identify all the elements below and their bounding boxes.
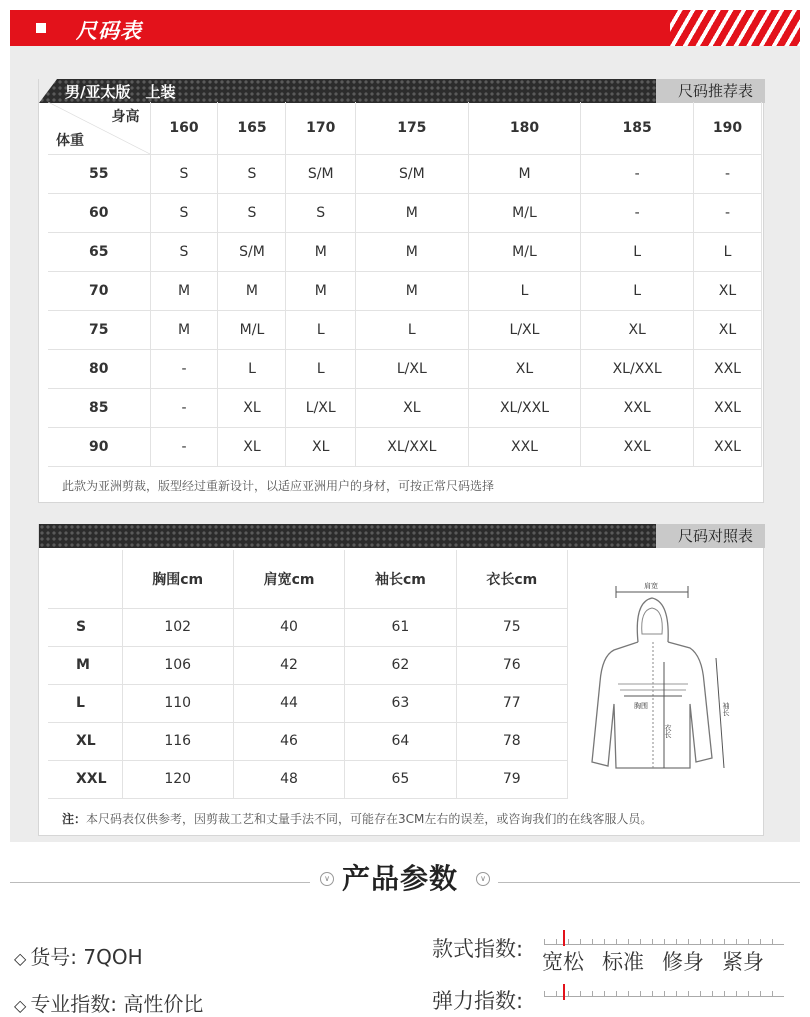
style-scale-labels: 宽松 标准 修身 紧身: [542, 950, 764, 974]
weight-cell: 90: [48, 428, 150, 467]
size-cell: XL: [218, 428, 286, 467]
size-cell: XXL: [581, 428, 694, 467]
measurement-cell: 64: [345, 722, 456, 760]
table-row: [48, 194, 762, 233]
weight-cell: 60: [48, 194, 150, 233]
table-row: [48, 233, 762, 272]
style-index-scale: [544, 939, 784, 945]
size-cell: S/M: [356, 155, 469, 194]
elastic-index-scale: [544, 991, 784, 997]
measurement-cell: 46: [233, 722, 344, 760]
diamond-icon: ◇: [14, 949, 27, 968]
table-header-row: [48, 102, 762, 155]
measurement-cell: 44: [233, 684, 344, 722]
measurement-cell: 116: [122, 722, 233, 760]
elastic-index-label: 弹力指数:: [432, 989, 524, 1013]
square-bullet-icon: [36, 23, 46, 33]
weight-cell: 55: [48, 155, 150, 194]
size-chart-header: [10, 10, 800, 46]
size-cell: S: [150, 194, 218, 233]
size-cell: XL: [693, 272, 761, 311]
jacket-measurement-diagram: [578, 572, 748, 784]
page-title: 尺码表: [76, 19, 142, 43]
size-cell: XL/XXL: [581, 350, 694, 389]
size-cell: L/XL: [356, 350, 469, 389]
measurement-cell: 78: [456, 722, 567, 760]
size-cell: M: [356, 233, 469, 272]
size-recommend-table: [48, 102, 762, 467]
empty-corner-cell: [48, 550, 122, 608]
height-header: 185: [581, 102, 694, 155]
measurement-cell: 77: [456, 684, 567, 722]
size-cell: XL: [218, 389, 286, 428]
size-cell: L: [468, 272, 581, 311]
panel-header: [39, 79, 765, 103]
item-spec: ◇ 专业指数: 高性价比: [14, 992, 204, 1016]
size-label-cell: L: [48, 684, 122, 722]
table-row: [48, 311, 762, 350]
divider-right: [498, 882, 800, 883]
diagram-chest-label: 胸围: [634, 702, 648, 710]
measurement-cell: 62: [345, 646, 456, 684]
table-row: [48, 608, 568, 646]
size-cell: -: [150, 350, 218, 389]
measurement-cell: 120: [122, 760, 233, 798]
size-cell: XL: [356, 389, 469, 428]
measurement-cell: 65: [345, 760, 456, 798]
elastic-index-marker: [563, 984, 565, 1000]
size-cell: XXL: [581, 389, 694, 428]
size-cell: L: [693, 233, 761, 272]
size-cell: M: [356, 272, 469, 311]
panel-right-label: 尺码推荐表: [656, 79, 765, 103]
height-header: 160: [150, 102, 218, 155]
measurement-cell: 76: [456, 646, 567, 684]
size-cell: S: [218, 194, 286, 233]
recommend-note: 此款为亚洲剪裁，版型经过重新设计，以适应亚洲用户的身材，可按正常尺码选择: [62, 479, 495, 493]
weight-cell: 65: [48, 233, 150, 272]
size-cell: M: [286, 272, 356, 311]
size-cell: M: [356, 194, 469, 233]
column-header: 肩宽cm: [233, 550, 344, 608]
table-row: [48, 428, 762, 467]
size-label-cell: S: [48, 608, 122, 646]
measurement-cell: 40: [233, 608, 344, 646]
size-cell: M: [150, 272, 218, 311]
size-cell: M: [218, 272, 286, 311]
measurement-cell: 61: [345, 608, 456, 646]
size-cell: XL: [286, 428, 356, 467]
weight-cell: 85: [48, 389, 150, 428]
diamond-icon: ◇: [14, 996, 27, 1015]
size-cell: L: [286, 350, 356, 389]
height-label: 身高: [111, 109, 140, 125]
size-cell: XXL: [693, 350, 761, 389]
size-label-cell: XL: [48, 722, 122, 760]
panel-left-label: 男/亚太版 上装: [65, 83, 176, 101]
size-cell: L: [356, 311, 469, 350]
measurement-cell: 75: [456, 608, 567, 646]
height-header: 170: [286, 102, 356, 155]
table-row: [48, 389, 762, 428]
size-cell: M/L: [468, 194, 581, 233]
table-row: [48, 684, 568, 722]
height-header: 190: [693, 102, 761, 155]
size-cell: XL: [693, 311, 761, 350]
measurement-cell: 48: [233, 760, 344, 798]
table-row: [48, 646, 568, 684]
weight-cell: 80: [48, 350, 150, 389]
size-cell: L/XL: [286, 389, 356, 428]
table-row: [48, 155, 762, 194]
size-label-cell: M: [48, 646, 122, 684]
size-cell: -: [693, 155, 761, 194]
table-row: [48, 722, 568, 760]
divider-left: [10, 882, 310, 883]
size-cell: XXL: [468, 428, 581, 467]
size-cell: S: [150, 155, 218, 194]
size-cell: M: [150, 311, 218, 350]
size-cell: -: [150, 389, 218, 428]
style-index-label: 款式指数:: [432, 937, 524, 961]
diagram-sleeve-label: 袖长: [722, 702, 730, 716]
table-header-row: [48, 550, 568, 608]
panel-right-label: 尺码对照表: [656, 524, 765, 548]
panel-header: [39, 524, 765, 548]
measurement-cell: 42: [233, 646, 344, 684]
corner-cell: [48, 102, 150, 155]
table-row: [48, 350, 762, 389]
chevron-down-icon: ∨: [320, 872, 334, 886]
diagram-shoulder-label: 肩宽: [644, 582, 658, 590]
size-cell: L: [286, 311, 356, 350]
size-cell: L: [218, 350, 286, 389]
size-cell: -: [693, 194, 761, 233]
item-number: ◇ 货号: 7QOH: [14, 945, 143, 969]
size-cell: M/L: [468, 233, 581, 272]
diagram-length-label: 衣长: [664, 724, 672, 738]
compare-note: 注：本尺码表仅供参考，因剪裁工艺和丈量手法不同，可能存在3CM左右的误差，或咨询我们的在线客服人员。: [62, 812, 653, 826]
weight-cell: 70: [48, 272, 150, 311]
measurement-cell: 102: [122, 608, 233, 646]
size-cell: XXL: [693, 389, 761, 428]
height-header: 165: [218, 102, 286, 155]
size-cell: L: [581, 272, 694, 311]
size-cell: -: [581, 155, 694, 194]
table-row: [48, 272, 762, 311]
column-header: 袖长cm: [345, 550, 456, 608]
measurement-cell: 63: [345, 684, 456, 722]
table-row: [48, 760, 568, 798]
style-index-marker: [563, 930, 565, 946]
size-cell: XL: [581, 311, 694, 350]
section-title: 产品参数: [342, 862, 459, 895]
column-header: 胸围cm: [122, 550, 233, 608]
size-cell: XL/XXL: [356, 428, 469, 467]
size-label-cell: XXL: [48, 760, 122, 798]
measurement-cell: 79: [456, 760, 567, 798]
size-cell: -: [150, 428, 218, 467]
size-cell: XL: [468, 350, 581, 389]
size-cell: XL/XXL: [468, 389, 581, 428]
size-cell: M/L: [218, 311, 286, 350]
size-cell: M: [468, 155, 581, 194]
weight-cell: 75: [48, 311, 150, 350]
size-cell: S: [286, 194, 356, 233]
height-header: 175: [356, 102, 469, 155]
weight-label: 体重: [56, 133, 84, 149]
size-cell: -: [581, 194, 694, 233]
size-cell: S/M: [286, 155, 356, 194]
size-cell: L: [581, 233, 694, 272]
size-cell: S: [150, 233, 218, 272]
size-compare-table: [48, 550, 568, 799]
decorative-stripes: [670, 10, 800, 46]
measurement-cell: 106: [122, 646, 233, 684]
chevron-down-icon: ∨: [476, 872, 490, 886]
size-cell: M: [286, 233, 356, 272]
height-header: 180: [468, 102, 581, 155]
measurement-cell: 110: [122, 684, 233, 722]
column-header: 衣长cm: [456, 550, 567, 608]
size-cell: S: [218, 155, 286, 194]
size-cell: L/XL: [468, 311, 581, 350]
size-cell: XXL: [693, 428, 761, 467]
size-cell: S/M: [218, 233, 286, 272]
